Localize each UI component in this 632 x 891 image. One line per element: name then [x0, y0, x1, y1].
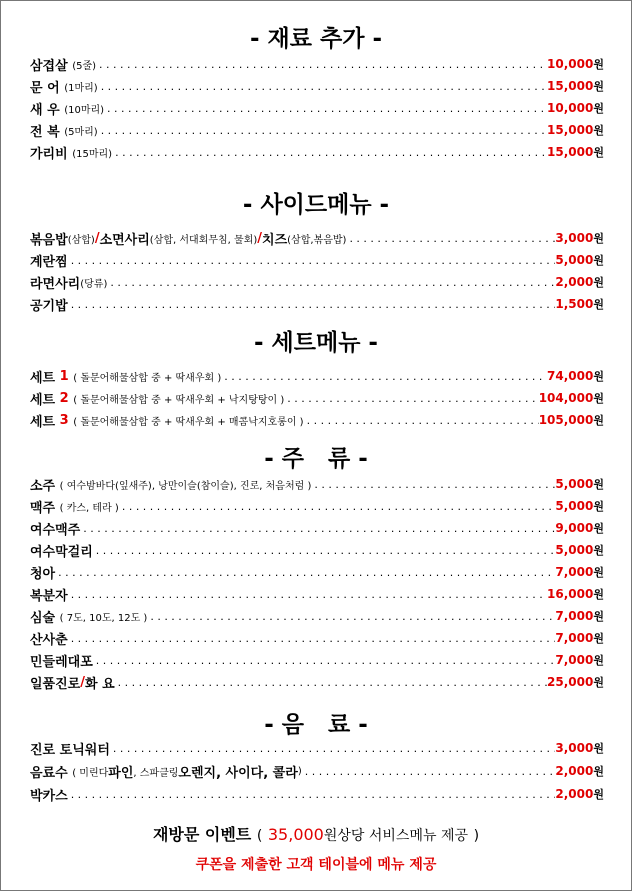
section-title-set: - 세트메뉴 - — [254, 330, 378, 356]
item-note: ) — [297, 765, 302, 777]
item-name: 계란찜 — [30, 254, 68, 270]
item-note: ( 7도, 10도, 12도 ) — [59, 612, 148, 624]
item-name: 산사춘 — [30, 632, 68, 648]
leader-dots — [98, 80, 547, 93]
section-title-drinks: - 음 료 - — [264, 712, 368, 738]
item-name: 음료수 — [30, 765, 68, 781]
event-text: 원상당 서비스메뉴 제공 — [323, 828, 468, 844]
item-name: 여수막걸리 — [30, 544, 93, 560]
menu-item — [30, 474, 604, 494]
item-price: 7,000원 — [555, 609, 604, 623]
item-name: 볶음밥 — [30, 232, 68, 248]
item-price: 2,000원 — [555, 787, 604, 801]
item-price: 5,000원 — [555, 499, 604, 513]
item-name: 공기밥 — [30, 298, 68, 314]
item-note: (삼합, 서대회무침, 물회) — [149, 234, 258, 246]
item-price: 5,000원 — [555, 253, 604, 267]
item-flavor: 파인 — [108, 765, 134, 781]
item-name: 치즈 — [262, 232, 288, 248]
item-price: 5,000원 — [555, 477, 604, 491]
item-price: 15,000원 — [547, 123, 604, 137]
leader-dots — [221, 370, 547, 383]
menu-item — [30, 761, 604, 781]
leader-dots — [68, 298, 556, 311]
item-price: 7,000원 — [555, 565, 604, 579]
item-price: 7,000원 — [555, 631, 604, 645]
separator: / — [94, 230, 100, 246]
menu-item — [30, 518, 604, 538]
item-name: 청아 — [30, 566, 56, 582]
leader-dots — [112, 146, 547, 159]
item-note: (10마리) — [64, 104, 105, 116]
menu-item — [30, 76, 604, 96]
section-title-ingredients: - 재료 추가 - — [250, 26, 382, 52]
item-price: 16,000원 — [547, 587, 604, 601]
event-paren: ) — [473, 828, 480, 844]
menu-item — [30, 272, 604, 292]
item-price: 105,000원 — [538, 413, 604, 427]
item-note: ( 돌문어해물삼합 중 + 딱새우회 + 매콤낙지호롱이 ) — [73, 416, 304, 428]
leader-dots — [110, 742, 556, 755]
item-price: 10,000원 — [547, 57, 604, 71]
leader-dots — [284, 392, 538, 405]
leader-dots — [68, 632, 556, 645]
set-number: 3 — [59, 412, 69, 428]
item-name: 새 우 — [30, 102, 60, 118]
item-note: ( 미린다 — [72, 767, 109, 779]
menu-item — [30, 228, 604, 248]
item-price: 25,000원 — [547, 675, 604, 689]
item-name: 박카스 — [30, 788, 68, 804]
item-name: 삼겹살 — [30, 58, 68, 74]
item-name: 세트 — [30, 392, 56, 408]
item-price: 2,000원 — [555, 275, 604, 289]
coupon-notice: 쿠폰을 제출한 고객 테이블에 메뉴 제공 — [195, 857, 437, 873]
set-number: 1 — [59, 368, 69, 384]
revisit-event — [0, 822, 632, 845]
menu-item — [30, 540, 604, 560]
menu-item — [30, 738, 604, 758]
item-name: 세트 — [30, 370, 56, 386]
menu-item — [30, 606, 604, 626]
set-number: 2 — [59, 390, 69, 406]
separator: / — [80, 674, 85, 690]
leader-dots — [302, 765, 556, 778]
item-name: 일품진로 — [30, 676, 81, 692]
item-name: 맥주 — [30, 500, 56, 516]
leader-dots — [119, 500, 556, 513]
menu-item — [30, 672, 604, 692]
menu-item — [30, 98, 604, 118]
item-flavor: 오렌지, 사이다, 콜라 — [178, 765, 298, 781]
item-name: 민들레대포 — [30, 654, 93, 670]
menu-item — [30, 410, 604, 430]
leader-dots — [93, 544, 556, 557]
event-amount: 35,000 — [267, 825, 324, 844]
item-name: 전 복 — [30, 124, 60, 140]
menu-item — [30, 784, 604, 804]
item-note: (15마리) — [72, 148, 113, 160]
item-price: 74,000원 — [547, 369, 604, 383]
menu-item — [30, 628, 604, 648]
leader-dots — [55, 566, 555, 579]
menu-item — [30, 496, 604, 516]
item-price: 15,000원 — [547, 79, 604, 93]
item-name: 심술 — [30, 610, 56, 626]
leader-dots — [104, 102, 547, 115]
item-name: 여수맥주 — [30, 522, 81, 538]
leader-dots — [68, 254, 556, 267]
item-name: 복분자 — [30, 588, 68, 604]
item-name: 세트 — [30, 414, 56, 430]
leader-dots — [68, 588, 547, 601]
leader-dots — [80, 522, 555, 535]
item-name: 진로 토닉워터 — [30, 742, 110, 758]
item-note: (5줄) — [72, 60, 97, 72]
menu-item — [30, 366, 604, 386]
leader-dots — [311, 478, 555, 491]
menu-item — [30, 294, 604, 314]
leader-dots — [304, 414, 539, 427]
item-note: , 스파클링 — [133, 767, 179, 779]
event-title: 재방문 이벤트 — [152, 825, 252, 844]
item-name: 라면사리 — [30, 276, 81, 292]
item-price: 104,000원 — [538, 391, 604, 405]
menu-item — [30, 650, 604, 670]
item-note: (당류) — [80, 278, 108, 290]
item-name: 화 요 — [84, 676, 115, 692]
menu-item — [30, 120, 604, 140]
item-price: 3,000원 — [555, 741, 604, 755]
item-note: (5마리) — [64, 126, 98, 138]
item-name: 문 어 — [30, 80, 60, 96]
event-paren: ( — [256, 828, 263, 844]
item-name: 소주 — [30, 478, 56, 494]
item-note: (삼합) — [67, 234, 95, 246]
leader-dots — [93, 654, 556, 667]
item-price: 15,000원 — [547, 145, 604, 159]
item-price: 9,000원 — [555, 521, 604, 535]
section-title-side: - 사이드메뉴 - — [242, 192, 390, 218]
menu-item — [30, 562, 604, 582]
item-price: 2,000원 — [555, 764, 604, 778]
menu-item — [30, 250, 604, 270]
leader-dots — [107, 276, 555, 289]
menu-item — [30, 54, 604, 74]
item-note: ( 카스, 테라 ) — [59, 502, 119, 514]
separator: / — [257, 230, 263, 246]
item-name: 가리비 — [30, 146, 68, 162]
menu-item — [30, 584, 604, 604]
item-note: ( 여수밤바다(잎새주), 낭만이슬(참이슬), 진로, 처음처럼 ) — [59, 480, 312, 492]
item-price: 10,000원 — [547, 101, 604, 115]
item-price: 7,000원 — [555, 653, 604, 667]
item-price: 5,000원 — [555, 543, 604, 557]
leader-dots — [68, 788, 556, 801]
item-name: 소면사리 — [99, 232, 150, 248]
leader-dots — [346, 232, 555, 245]
leader-dots — [98, 124, 547, 137]
leader-dots — [96, 58, 547, 71]
leader-dots — [115, 676, 547, 689]
item-note: ( 돌문어해물삼합 중 + 딱새우회 ) — [73, 372, 222, 384]
section-title-liquor: - 주 류 - — [264, 446, 368, 472]
item-note: ( 돌문어해물삼합 중 + 딱새우회 + 낙지탕탕이 ) — [73, 394, 285, 406]
menu-item — [30, 142, 604, 162]
item-price: 3,000원 — [555, 231, 604, 245]
leader-dots — [147, 610, 555, 623]
item-note: (삼합,볶음밥) — [287, 234, 347, 246]
item-price: 1,500원 — [555, 297, 604, 311]
item-note: (1마리) — [64, 82, 98, 94]
menu-item — [30, 388, 604, 408]
